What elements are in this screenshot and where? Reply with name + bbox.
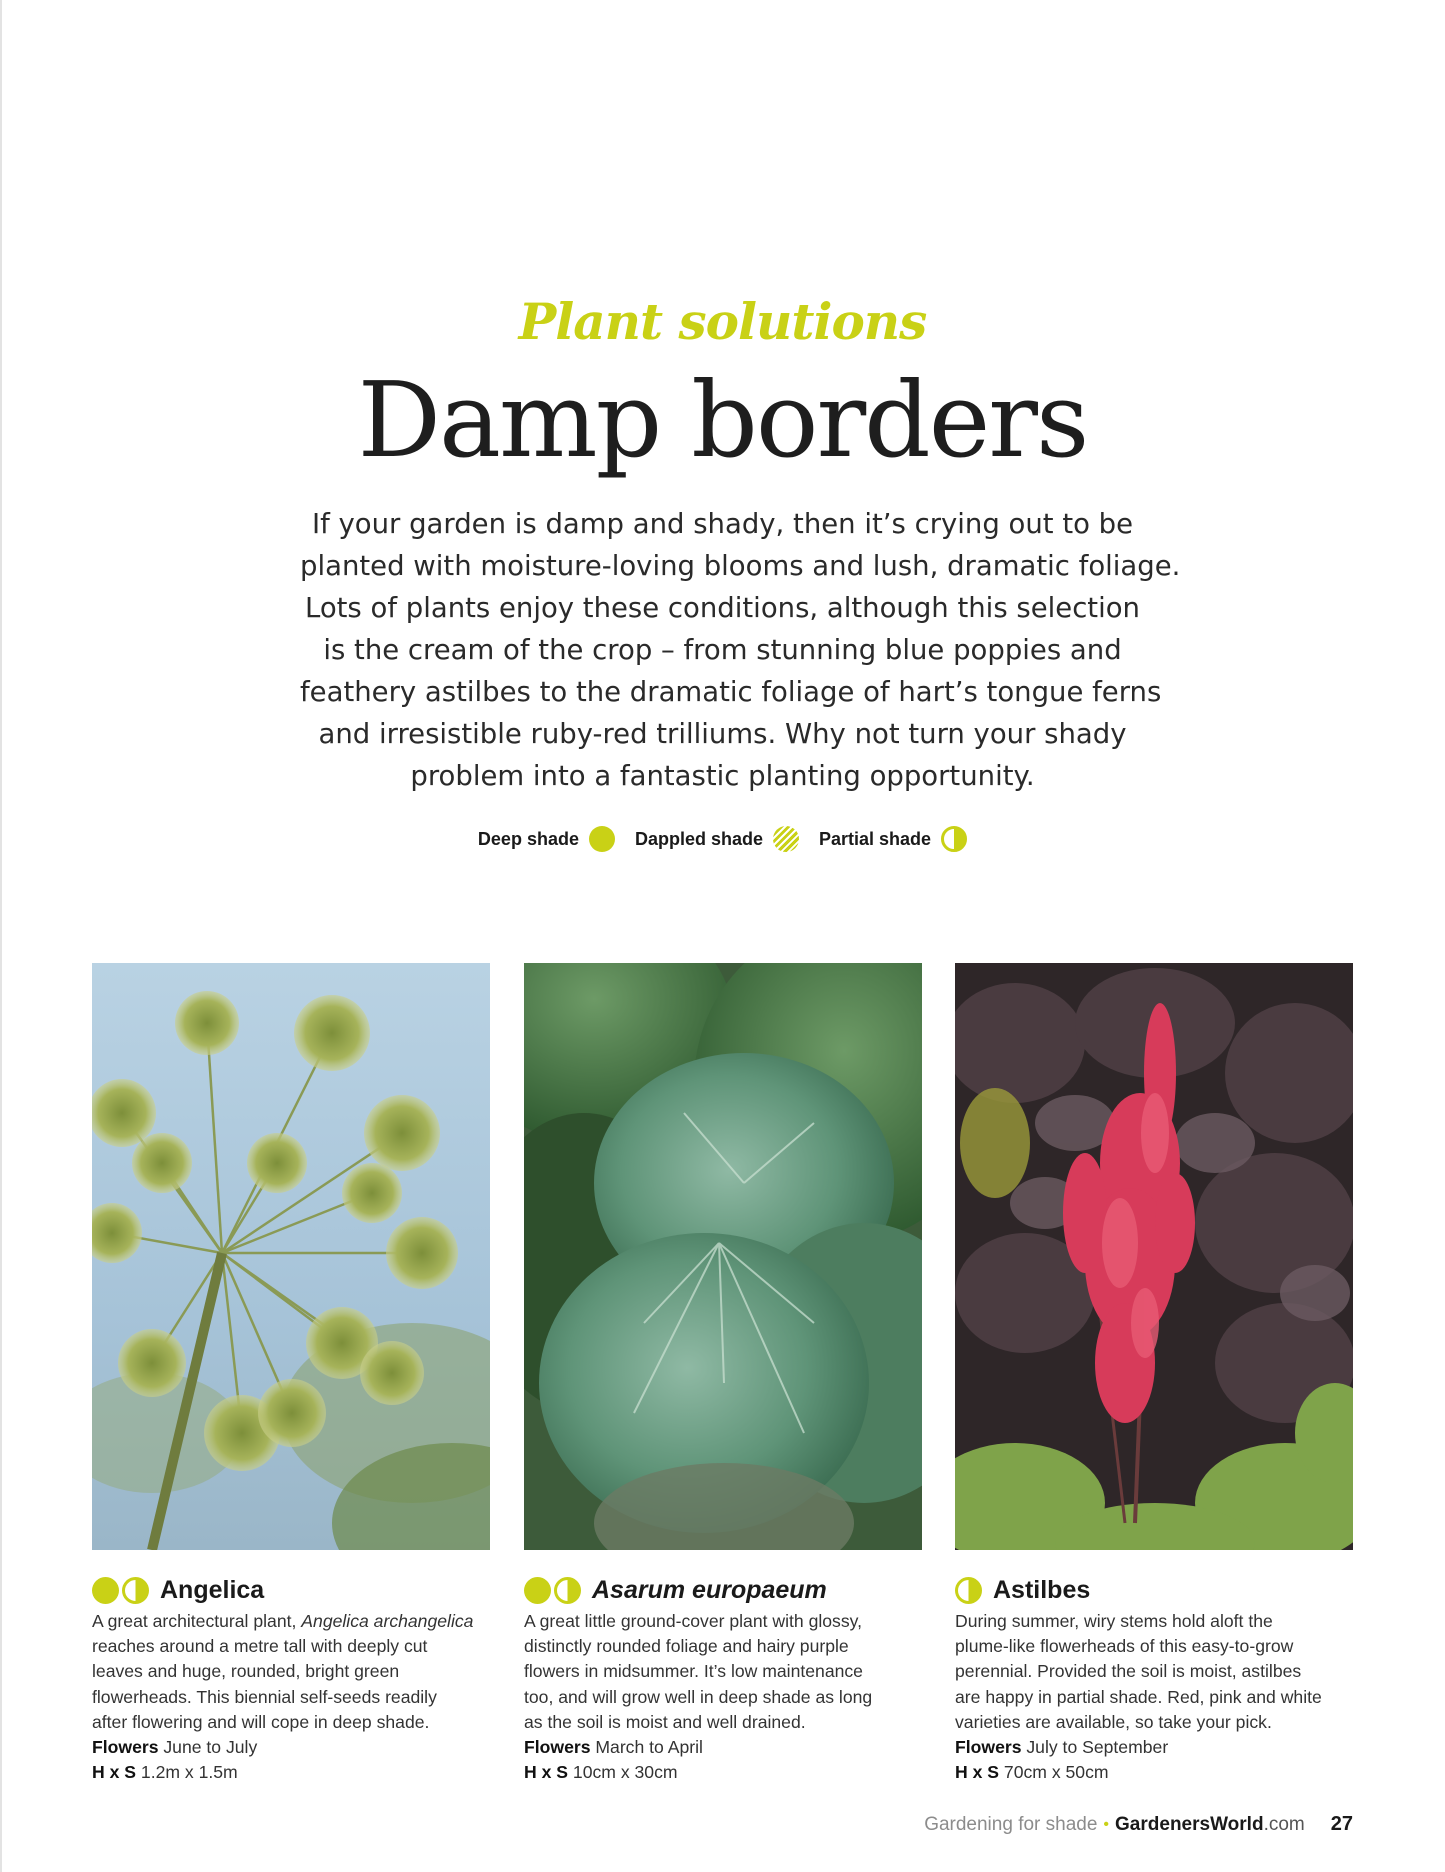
flowering-period [92, 1735, 512, 1760]
flowering-period [524, 1735, 944, 1760]
footer-brand: GardenersWorld [1115, 1813, 1264, 1835]
description-line: leaves and huge, rounded, bright green [92, 1661, 400, 1682]
plant-description [92, 1609, 512, 1735]
footer-section: Gardening for shade [924, 1813, 1098, 1835]
intro-line: If your garden is damp and shady, then it’s crying out to be [311, 508, 1134, 540]
shade-key [0, 826, 1445, 852]
description-line: are happy in partial shade. Red, pink and white [955, 1686, 1322, 1707]
description-line: after flowering and will cope in deep shade. [92, 1711, 430, 1732]
height-spread [524, 1760, 944, 1785]
intro-line: is the cream of the crop – from stunning blue poppies and [323, 634, 1122, 666]
shade-key-label: Partial shade [819, 828, 932, 849]
latin-name: Angelica archangelica [301, 1611, 474, 1631]
deep-shade-icon [524, 1577, 551, 1604]
spec-label: H x S [92, 1762, 137, 1783]
card-header [92, 1573, 512, 1607]
plant-description [955, 1609, 1375, 1735]
height-spread [92, 1760, 512, 1785]
footer-bullet: • [1103, 1815, 1110, 1833]
spec-value: 10cm x 30cm [572, 1762, 678, 1783]
spec-label: Flowers [955, 1737, 1022, 1758]
astilbes-photo [955, 963, 1353, 1550]
intro-line: problem into a fantastic planting opportunity. [410, 760, 1035, 792]
plant-card-asarum [524, 1573, 944, 1785]
spec-label: H x S [955, 1762, 1000, 1783]
deep-shade-icon [589, 826, 615, 852]
card-header [955, 1573, 1375, 1607]
description-text: A great architectural plant, [92, 1611, 302, 1631]
description-line: as the soil is moist and well drained. [524, 1711, 806, 1732]
spec-value: 70cm x 50cm [1003, 1762, 1109, 1783]
partial-shade-icon [941, 826, 967, 852]
description-line [92, 1609, 512, 1634]
card-header [524, 1573, 944, 1607]
description-line: flowerheads. This biennial self-seeds readily [92, 1686, 437, 1707]
description-line: reaches around a metre tall with deeply cut [92, 1636, 428, 1657]
height-spread [955, 1760, 1375, 1785]
plant-name: Astilbes [993, 1575, 1091, 1604]
flowering-period [955, 1735, 1375, 1760]
page-title: Damp borders [357, 359, 1088, 481]
intro-paragraph [300, 503, 1181, 797]
spec-value: 1.2m x 1.5m [140, 1762, 238, 1783]
spec-label: H x S [524, 1762, 569, 1783]
spec-value: June to July [163, 1737, 258, 1758]
page-edge [0, 0, 2, 1872]
deep-shade-icon [92, 1577, 119, 1604]
description-line: distinctly rounded foliage and hairy purple [524, 1636, 849, 1657]
description-line: varieties are available, so take your pick. [955, 1711, 1272, 1732]
angelica-photo [92, 963, 490, 1550]
partial-shade-icon [955, 1577, 982, 1604]
plant-card-angelica [92, 1573, 512, 1785]
spec-label: Flowers [92, 1737, 159, 1758]
intro-line: Lots of plants enjoy these conditions, although this selection [304, 592, 1140, 624]
shade-key-label: Dappled shade [634, 828, 763, 849]
description-line: plume-like flowerheads of this easy-to-grow [955, 1636, 1294, 1657]
section-kicker: Plant solutions [518, 292, 927, 351]
plant-card-astilbes [955, 1573, 1375, 1785]
plant-name: Angelica [160, 1575, 265, 1604]
description-line: perennial. Provided the soil is moist, astilbes [955, 1661, 1302, 1682]
intro-line: and irresistible ruby-red trilliums. Why not turn your shady [318, 718, 1127, 750]
asarum-photo [524, 963, 922, 1550]
page-number: 27 [1330, 1813, 1353, 1835]
dappled-shade-icon [773, 826, 799, 852]
intro-line: feathery astilbes to the dramatic foliage of hart’s tongue ferns [300, 676, 1162, 708]
description-line: A great little ground-cover plant with glossy, [524, 1611, 863, 1631]
page-footer [924, 1813, 1353, 1836]
description-line: During summer, wiry stems hold aloft the [955, 1611, 1273, 1631]
intro-line: planted with moisture-loving blooms and lush, dramatic foliage. [300, 550, 1181, 582]
partial-shade-icon [554, 1577, 581, 1604]
description-line: too, and will grow well in deep shade as long [524, 1686, 873, 1707]
shade-key-label: Deep shade [477, 828, 579, 849]
spec-label: Flowers [524, 1737, 591, 1758]
shade-key-partial [819, 826, 967, 852]
shade-key-dappled [635, 826, 799, 852]
plant-name: Asarum europaeum [592, 1575, 827, 1604]
spec-value: March to April [595, 1737, 703, 1758]
footer-brand-suffix: .com [1263, 1813, 1305, 1835]
shade-key-deep [478, 826, 615, 852]
plant-description [524, 1609, 944, 1735]
partial-shade-icon [122, 1577, 149, 1604]
spec-value: July to September [1026, 1737, 1169, 1758]
description-line: flowers in midsummer. It’s low maintenance [524, 1661, 863, 1682]
